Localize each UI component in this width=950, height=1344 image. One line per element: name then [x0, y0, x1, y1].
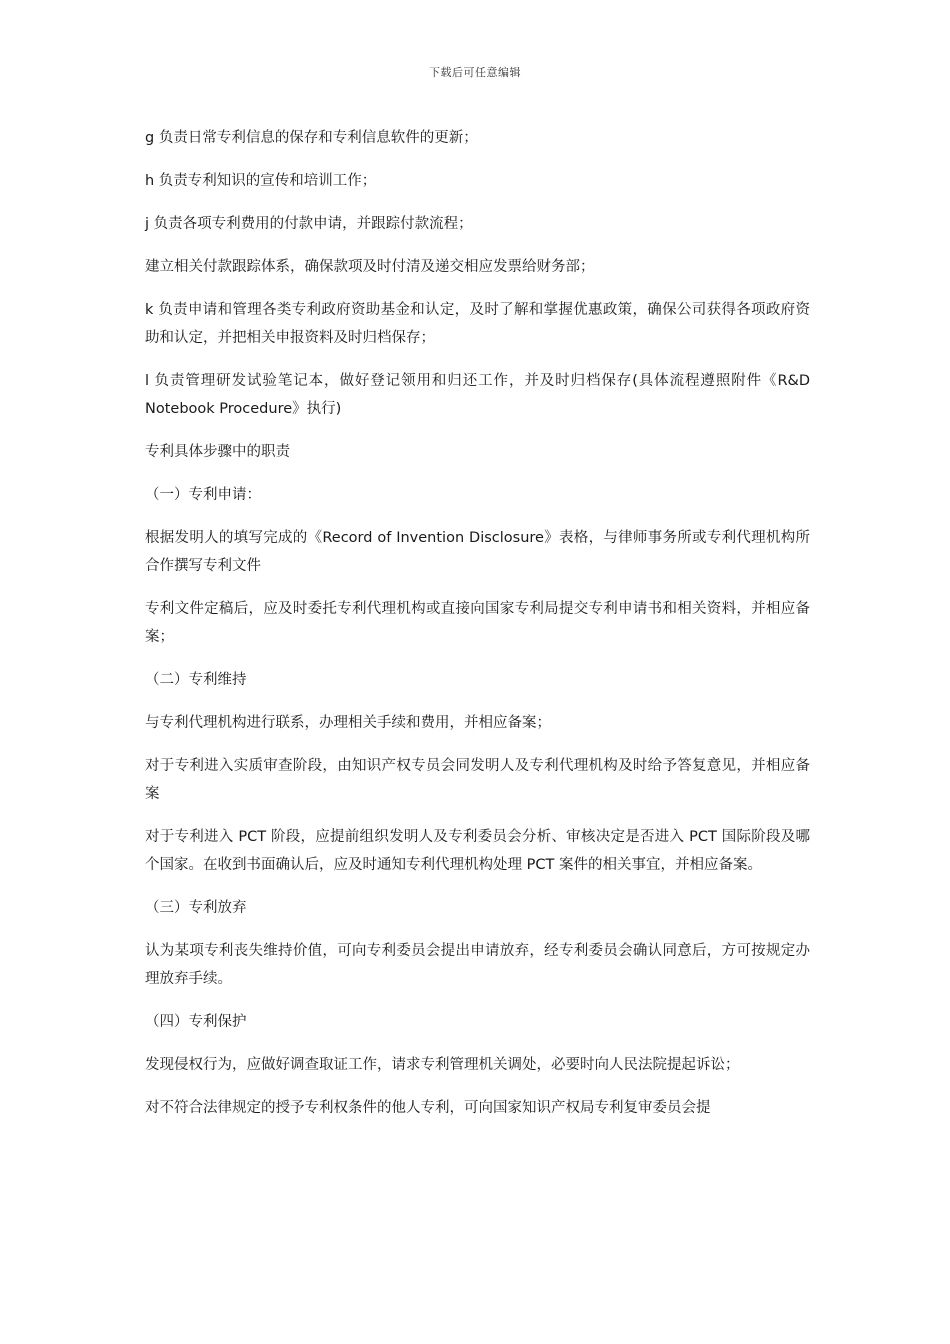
paragraph-invention-disclosure: 根据发明人的填写完成的《Record of Invention Disclosure》表格，与律师事务所或专利代理机构所合作撰写专利文件: [145, 530, 810, 574]
paragraph-finalize-filing: 专利文件定稿后，应及时委托专利代理机构或直接向国家专利局提交专利申请书和相关资料，并相应备案；: [145, 601, 810, 645]
paragraph-agency-contact: 与专利代理机构进行联系，办理相关手续和费用，并相应备案；: [145, 715, 551, 731]
paragraph-invalidation: 对不符合法律规定的授予专利权条件的他人专利，可向国家知识产权局专利复审委员会提: [145, 1100, 711, 1116]
paragraph-substantive-examination: 对于专利进入实质审查阶段，由知识产权专员会同发明人及专利代理机构及时给予答复意见，并相应备案: [145, 758, 810, 802]
section-title-responsibilities: 专利具体步骤中的职责: [145, 444, 290, 460]
paragraph-g: g 负责日常专利信息的保存和专利信息软件的更新；: [145, 130, 478, 146]
paragraph-l: l 负责管理研发试验笔记本，做好登记领用和归还工作，并及时归档保存(具体流程遵照附件《R&D Notebook Procedure》执行): [145, 373, 810, 417]
paragraph-j: j 负责各项专利费用的付款申请，并跟踪付款流程；: [145, 216, 473, 232]
section-heading-protection: （四）专利保护: [145, 1014, 247, 1030]
header-note: 下载后可任意编辑: [429, 66, 521, 79]
paragraph-abandon-application: 认为某项专利丧失维持价值，可向专利委员会提出申请放弃，经专利委员会确认同意后，方可按规定办理放弃手续。: [145, 943, 810, 987]
paragraph-h: h 负责专利知识的宣传和培训工作；: [145, 173, 377, 189]
section-heading-application: （一）专利申请：: [145, 487, 261, 503]
section-heading-abandonment: （三）专利放弃: [145, 900, 247, 916]
paragraph-pct-stage: 对于专利进入 PCT 阶段，应提前组织发明人及专利委员会分析、审核决定是否进入 PCT 国际阶段及哪个国家。在收到书面确认后，应及时通知专利代理机构处理 PCT 案件的相关事宜，并相应备案。: [145, 829, 810, 873]
paragraph-payment-tracking: 建立相关付款跟踪体系，确保款项及时付清及递交相应发票给财务部；: [145, 259, 595, 275]
section-heading-maintenance: （二）专利维持: [145, 672, 247, 688]
paragraph-k: k 负责申请和管理各类专利政府资助基金和认定，及时了解和掌握优惠政策，确保公司获得各项政府资助和认定，并把相关申报资料及时归档保存；: [145, 302, 810, 346]
document-body: [145, 124, 810, 1137]
paragraph-infringement: 发现侵权行为，应做好调查取证工作，请求专利管理机关调处，必要时向人民法院提起诉讼；: [145, 1057, 740, 1073]
